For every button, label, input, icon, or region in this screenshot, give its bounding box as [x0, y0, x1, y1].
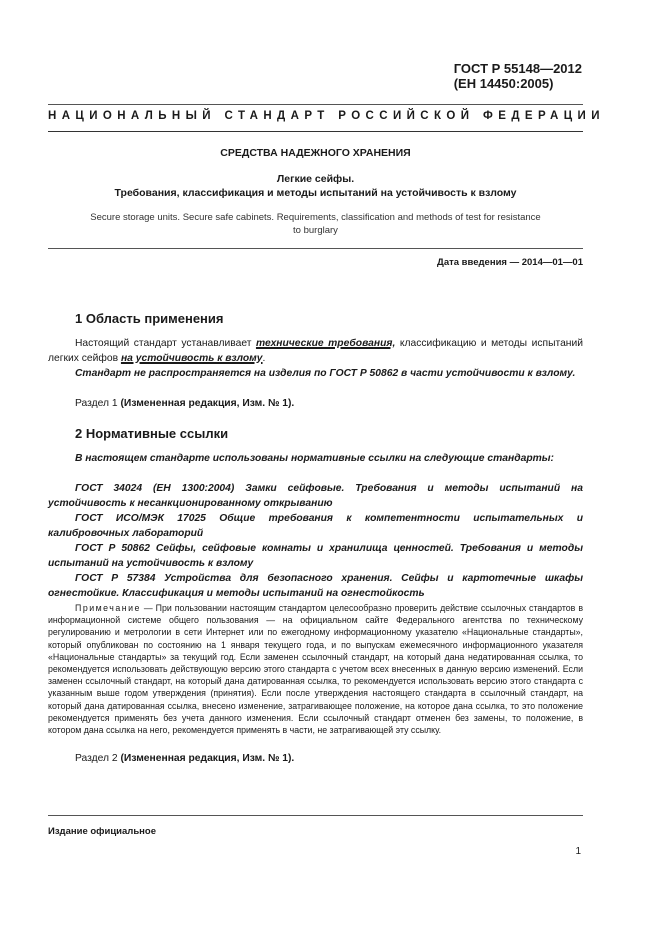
- section-2-note: [48, 602, 583, 736]
- section-1-paragraph-2: Стандарт не распространяется на изделия по ГОСТ Р 50862 в части устойчивости к взлому.: [75, 368, 576, 379]
- emphasis-text: на устойчивость к взлому: [120, 353, 263, 364]
- text: Настоящий стандарт устанавливает: [75, 338, 252, 349]
- standard-code-primary: ГОСТ Р 55148—2012: [453, 61, 582, 76]
- note-body: — При пользовании настоящим стандартом целесообразно проверить действие ссылочных стандартов в информационной системе общего пользования — на официальном сайте Федерального агентства по техническому регулированию и метрологии в сети Интернет или по ежегодному информационному указателю «Национальные стандарты», который опубликован по состоянию на 1 января текущего года, и по выпускам ежемесячного информационного указателя «Национальные стандарты» за текущий год. Если заменен ссылочный стандарт, на который дана недатированная ссылка, то рекомендуется использовать действующую версию этого стандарта с учетом всех внесенных в данную версию изменений. Если заменен ссылочный стандарт, на который дана датированная ссылка, то рекомендуется использовать версию этого стандарта с указанным выше годом утверждения (принятия). Если после утверждения настоящего стандарта в ссылочный стандарт, на который дана датированная ссылка, внесено изменение, затрагивающее положение, на которое дана ссылка, то это положение рекомендуется применять без учета данного изменения. Если ссылочный стандарт отменен без замены, то положение, в котором дана ссылка на него, рекомендуется применять в части, не затрагивающей эту ссылку.: [48, 603, 583, 736]
- reference-gost-r-57384: ГОСТ Р 57384 Устройства для безопасного хранения. Сейфы и картотечные шкафы огнестойкие. Классификация и методы испытаний на огнестойкость: [48, 573, 583, 599]
- footer-rule: [48, 815, 583, 816]
- english-title-line-2: to burglary: [293, 224, 338, 236]
- section-2-heading: 2 Нормативные ссылки: [75, 426, 229, 441]
- reference-gost-iso-17025: ГОСТ ИСО/МЭК 17025 Общие требования к компетентности испытательных и калибровочных лабораторий: [48, 513, 583, 539]
- text: .: [262, 353, 266, 364]
- section-2-amendment: [48, 751, 583, 766]
- top-rule: [48, 104, 583, 105]
- text: классификацию и методы испытаний легких сейфов: [48, 338, 583, 364]
- reference-gost-r-50862: ГОСТ Р 50862 Сейфы, сейфовые комнаты и хранилища ценностей. Требования и методы испытаний на устойчивость к взлому: [48, 543, 583, 569]
- subtitle-line-2: Требования, классификация и методы испытаний на устойчивость к взлому: [114, 187, 517, 199]
- emphasis-text: технические требования,: [255, 338, 396, 349]
- text: Раздел 1: [75, 398, 118, 409]
- section-1-heading: 1 Область применения: [75, 311, 224, 326]
- national-title-rule: [48, 131, 583, 132]
- page-number: 1: [575, 846, 581, 857]
- subtitle-line-1: Легкие сейфы.: [276, 173, 355, 185]
- section-1-paragraph-1: [48, 336, 583, 366]
- document-title: СРЕДСТВА НАДЕЖНОГО ХРАНЕНИЯ: [220, 147, 411, 159]
- national-standard-title: НАЦИОНАЛЬНЫЙ СТАНДАРТ РОССИЙСКОЙ ФЕДЕРАЦИИ: [48, 110, 605, 122]
- official-edition-label: Издание официальное: [48, 826, 156, 837]
- note-prefix: Примечание: [75, 603, 141, 613]
- section-1-amendment: [48, 396, 583, 411]
- english-title: [48, 212, 583, 237]
- reference-gost-34024: ГОСТ 34024 (ЕН 1300:2004) Замки сейфовые. Требования и методы испытаний на устойчивость к несанкционированному открыванию: [48, 483, 583, 509]
- standard-code: [454, 61, 582, 91]
- english-title-line-1: Secure storage units. Secure safe cabinets. Requirements, classification and methods of test for resistance: [90, 212, 541, 223]
- introduction-date: Дата введения — 2014—01—01: [437, 257, 583, 268]
- section-2-intro: В настоящем стандарте использованы нормативные ссылки на следующие стандарты:: [75, 453, 554, 464]
- amendment-text: (Измененная редакция, Изм. № 1).: [120, 398, 295, 409]
- text: Раздел 2: [75, 753, 118, 764]
- title-bottom-rule: [48, 248, 583, 249]
- amendment-text: (Измененная редакция, Изм. № 1).: [120, 753, 295, 764]
- standard-code-secondary: (ЕН 14450:2005): [453, 76, 554, 91]
- document-subtitle: [48, 172, 583, 200]
